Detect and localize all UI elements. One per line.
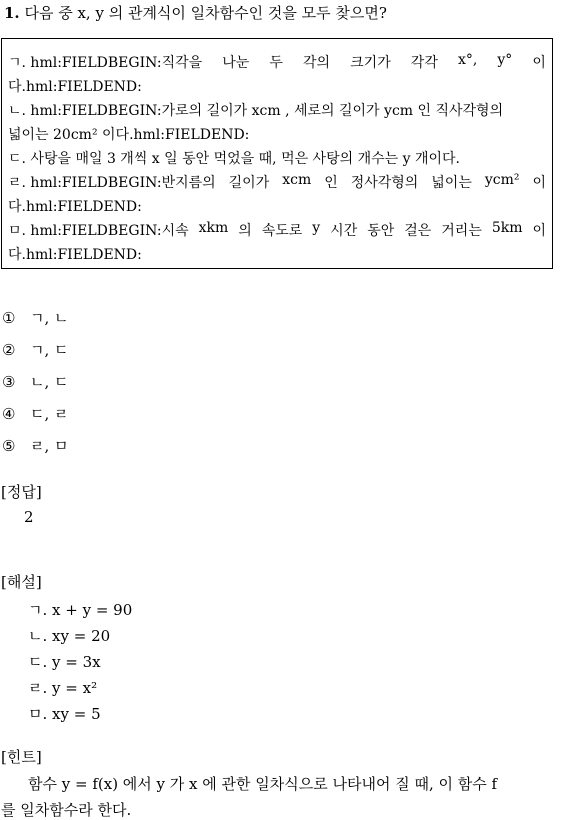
box-line-segment: x°, [457, 52, 478, 68]
box-line [8, 52, 546, 72]
box-line-segment: 거리는 [441, 223, 482, 239]
box-line-segment: 정사각형의 [350, 175, 419, 191]
box-line-segment: 다.hml:FIELDEND: [8, 199, 142, 215]
box-line-segment: 의 [238, 223, 252, 239]
question-title [4, 2, 387, 23]
box-line-segment: 속도로 [261, 223, 303, 239]
box-line-segment: ㅁ. hml:FIELDBEGIN:시속 [8, 223, 189, 239]
box-line [8, 124, 249, 144]
box-line-segment: 두 [269, 55, 283, 71]
box-line [8, 76, 142, 96]
choice-item[interactable] [2, 307, 69, 328]
box-line-segment: xkm [198, 220, 229, 236]
box-line-segment: 시간 [330, 223, 358, 239]
choice-item[interactable] [2, 435, 69, 456]
box-line [8, 172, 546, 192]
box-line [8, 100, 503, 120]
answer-value: 2 [24, 508, 34, 526]
box-line-segment: 각각 [410, 55, 438, 71]
box-line-segment: 넓이는 [431, 175, 472, 191]
box-line-segment: y° [497, 52, 513, 68]
box-line-segment: ㄹ. hml:FIELDBEGIN:반지름의 [8, 175, 216, 191]
choice-text: ㄴ, ㄷ [30, 373, 69, 391]
choice-text: ㄹ, ㅁ [30, 437, 69, 455]
question-text: 다음 중 x, y 의 관계식이 일차함수인 것을 모두 찾으면? [24, 4, 387, 22]
box-line-segment: 동안 [367, 223, 395, 239]
choice-text: ㄱ, ㄴ [30, 309, 69, 327]
box-line-segment: 이 [532, 175, 546, 191]
choice-text: ㄷ, ㄹ [30, 405, 69, 423]
choice-mark: ② [2, 341, 16, 359]
box-line-segment: 인 [324, 175, 338, 191]
choice-text: ㄱ, ㄷ [30, 341, 69, 359]
box-line-segment: ㄱ. hml:FIELDBEGIN:직각을 [8, 55, 203, 71]
box-line-segment: 넓이는 20cm² 이다.hml:FIELDEND: [8, 127, 250, 143]
box-line-segment: 이 [532, 223, 546, 239]
choice-mark: ⑤ [2, 437, 16, 455]
box-line-segment: 나눈 [222, 55, 250, 71]
box-line-segment: y [312, 220, 321, 236]
box-line-segment: 이 [532, 55, 546, 71]
box-line [8, 220, 546, 240]
choice-item[interactable] [2, 403, 69, 424]
box-line [8, 244, 142, 264]
choice-item[interactable] [2, 339, 69, 360]
explanation-item: ㄱ. x + y = 90 [28, 601, 133, 619]
box-line [8, 148, 460, 168]
box-line-segment: 길이가 [228, 175, 270, 191]
question-number: 1. [4, 4, 20, 22]
hint-label: [힌트] [1, 748, 42, 766]
box-line-segment: ycm² [484, 172, 520, 188]
box-line-segment: ㄴ. hml:FIELDBEGIN:가로의 길이가 xcm , 세로의 길이가 ycm 인 직사각형의 [8, 103, 504, 119]
explanation-item: ㄴ. xy = 20 [28, 627, 111, 645]
box-line-segment: 크기가 [350, 55, 391, 71]
explanation-item: ㄷ. y = 3x [28, 653, 101, 671]
choice-mark: ④ [2, 405, 16, 423]
box-line-segment: 각의 [303, 55, 331, 71]
box-line [8, 196, 142, 216]
explanation-label: [해설] [1, 573, 42, 591]
box-line-segment: 다.hml:FIELDEND: [8, 247, 142, 263]
hint-line-1: 함수 y = f(x) 에서 y 가 x 에 관한 일차식으로 나타내어 질 때, 이 함수 f [28, 775, 498, 793]
box-line-segment: xcm [282, 172, 312, 188]
answer-label: [정답] [1, 483, 42, 501]
choice-mark: ③ [2, 373, 16, 391]
hint-line-2: 를 일차함수라 한다. [1, 801, 132, 819]
choice-item[interactable] [2, 371, 69, 392]
box-line-segment: ㄷ. 사탕을 매일 3 개씩 x 일 동안 먹었을 때, 먹은 사탕의 개수는 y 개이다. [8, 151, 460, 167]
condition-box [1, 38, 553, 269]
explanation-item: ㄹ. y = x² [28, 679, 98, 697]
box-line-segment: 다.hml:FIELDEND: [8, 79, 142, 95]
box-line-segment: 5km [491, 220, 523, 236]
explanation-item: ㅁ. xy = 5 [28, 705, 101, 723]
box-line-segment: 걸은 [404, 223, 432, 239]
choice-mark: ① [2, 309, 16, 327]
